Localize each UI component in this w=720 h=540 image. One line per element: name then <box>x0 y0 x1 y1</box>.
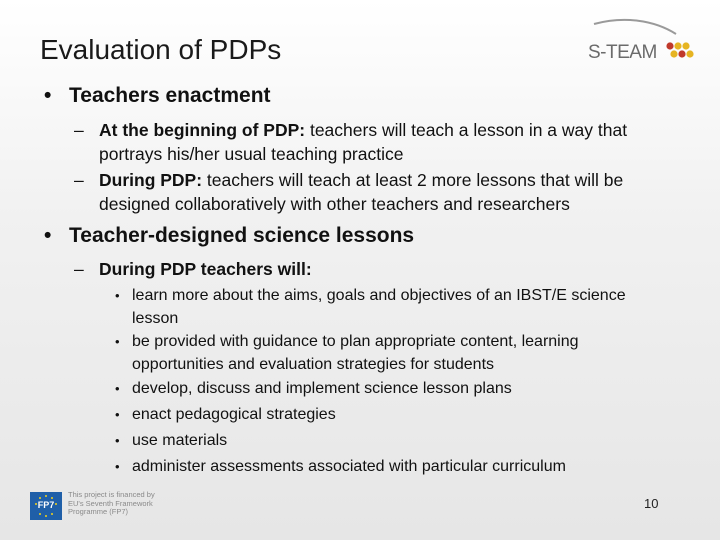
page-number: 10 <box>644 496 659 511</box>
slide: Evaluation of PDPs S-TEAM • Teachers enactment – At the beginning of PDP: teachers will teach a lesson in a way that portrays his/her usual teaching practice – During PDP: teachers will teach at least 2 more lessons that will be designed collaboratively with other teachers and researchers • Teacher-designed science lessons – During PDP teachers will: • learn more about the aims, goals and objectives of an IBST/E science lesson • be provided with guidance to plan appropriate content, learning opportunities and evaluation strategies for students • develop, discuss and implement science lesson plans • enact pedagogical strategies • use materials • administer assessments associated with particular curriculum FP7 This project is financed by EU's Seventh Framework Programme (FP7) 10 <box>0 0 720 540</box>
dash-icon: – <box>74 170 84 190</box>
eu-funding-badge <box>30 490 155 522</box>
svg-text:FP7: FP7 <box>37 500 55 510</box>
bullet-icon: • <box>44 84 52 107</box>
bullet-icon: • <box>115 334 120 349</box>
bullet-icon: • <box>115 433 120 448</box>
slide-title: Evaluation of PDPs <box>40 34 282 65</box>
funding-note: This project is financed by EU's Seventh Framework Programme (FP7) <box>68 490 155 516</box>
bullet-icon: • <box>115 288 120 303</box>
logo-text: S-TEAM <box>588 42 657 63</box>
dash-icon: – <box>74 120 84 140</box>
s-team-logo <box>584 16 696 68</box>
dash-icon: – <box>74 259 84 279</box>
bullet-icon: • <box>44 224 52 247</box>
eu-flag-icon <box>30 492 62 520</box>
bullet-icon: • <box>115 381 120 396</box>
bullet-icon: • <box>115 407 120 422</box>
bullet-icon: • <box>115 459 120 474</box>
